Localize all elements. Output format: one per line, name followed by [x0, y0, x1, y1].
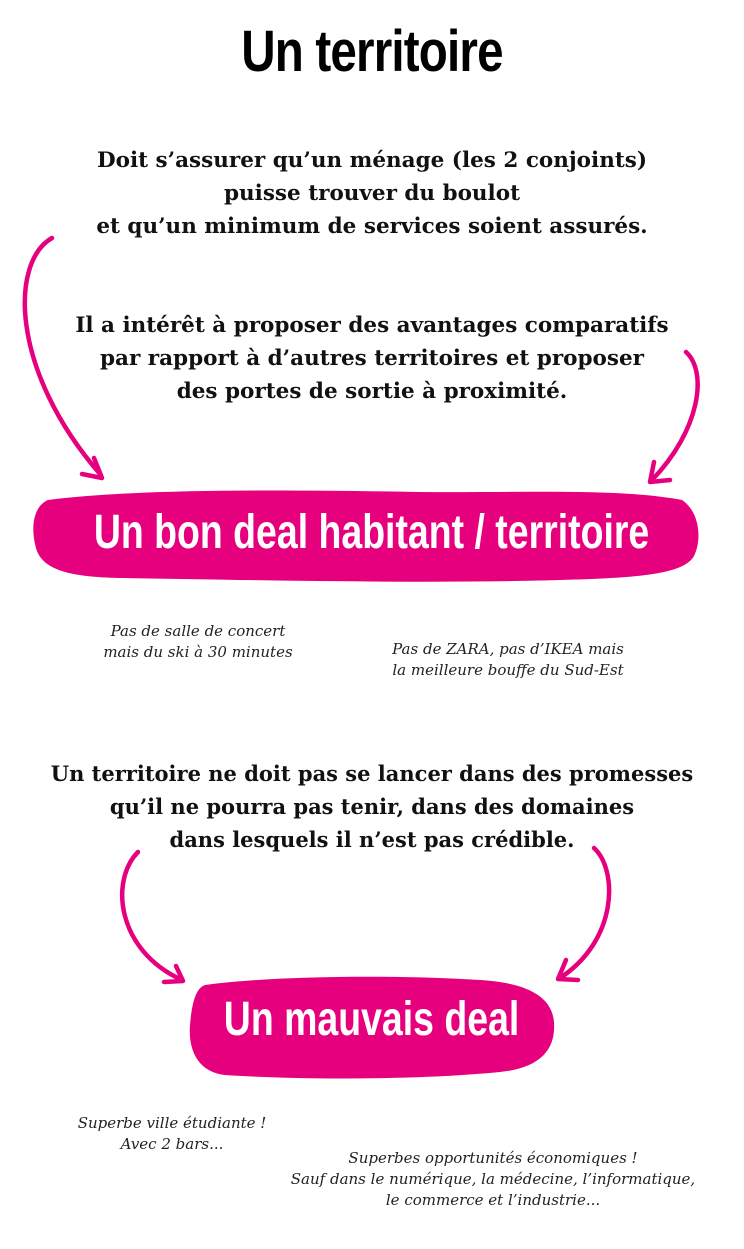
text-line: qu’il ne pourra pas tenir, dans des domaines — [109, 794, 635, 819]
text-line: dans lesquels il n’est pas crédible. — [169, 827, 575, 852]
text-line: par rapport à d’autres territoires et proposer — [100, 346, 644, 371]
bad-deal-label: Un mauvais deal — [223, 993, 520, 1046]
paragraph-promises — [0, 757, 744, 856]
note-line: la meilleure bouffe du Sud-Est — [392, 661, 624, 679]
note-line: Avec 2 bars... — [120, 1135, 224, 1153]
good-deal-example-2 — [378, 639, 638, 681]
bad-deal-example-2 — [283, 1148, 703, 1211]
page-title: Un territoire — [241, 19, 503, 84]
curved-arrow-icon — [122, 852, 182, 980]
text-line: Doit s’assurer qu’un ménage (les 2 conjoints) — [96, 148, 648, 173]
paragraph-advantages — [0, 309, 744, 408]
text-line: Il a intérêt à proposer des avantages comparatifs — [75, 313, 669, 338]
text-line: Un territoire ne doit pas se lancer dans des promesses — [50, 761, 694, 786]
text-line: puisse trouver du boulot — [223, 181, 520, 206]
text-line: des portes de sortie à proximité. — [176, 379, 568, 404]
note-line: Sauf dans le numérique, la médecine, l’informatique, — [290, 1170, 696, 1188]
note-line: le commerce et l’industrie... — [385, 1191, 601, 1209]
good-deal-example-1 — [98, 621, 298, 663]
note-line: Pas de salle de concert — [110, 622, 286, 640]
note-line: Superbes opportunités économiques ! — [348, 1149, 638, 1167]
note-line: mais du ski à 30 minutes — [103, 643, 293, 661]
good-deal-label: Un bon deal habitant / territoire — [93, 506, 650, 559]
paragraph-requirements — [0, 144, 744, 243]
note-line: Pas de ZARA, pas d’IKEA mais — [392, 640, 624, 658]
text-line: et qu’un minimum de services soient assurés. — [96, 214, 648, 239]
bad-deal-example-1 — [62, 1113, 282, 1155]
note-line: Superbe ville étudiante ! — [77, 1114, 267, 1132]
